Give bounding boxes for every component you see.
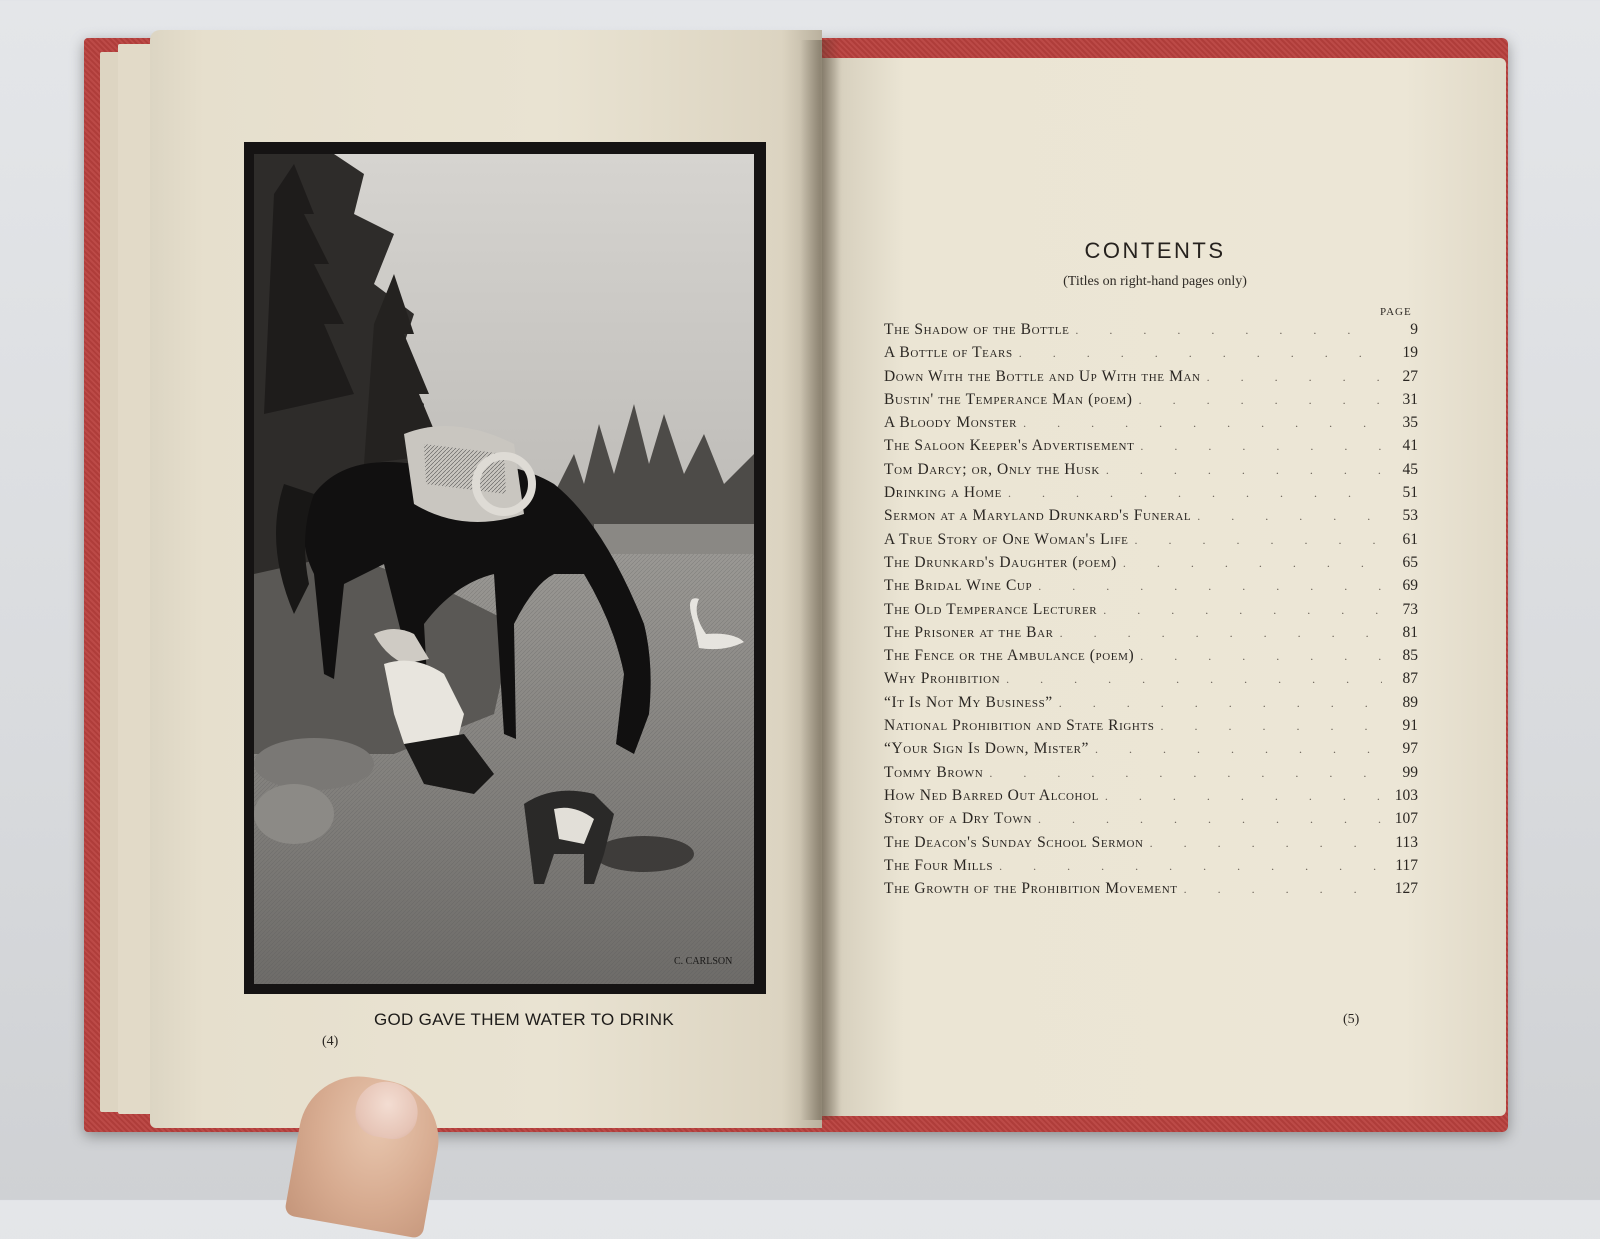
toc-entry-page: 65: [1402, 553, 1418, 571]
toc-entry-title: The Four Mills: [884, 856, 994, 874]
right-page-number: (5): [1343, 1012, 1360, 1027]
left-page-number: (4): [322, 1034, 339, 1049]
toc-entry: [884, 391, 1418, 414]
toc-dot-leader: [1059, 696, 1382, 711]
page-column-label: PAGE: [1380, 306, 1412, 318]
toc-entry-page: 73: [1402, 600, 1418, 618]
table-of-contents: [884, 321, 1418, 903]
toc-entry: [884, 647, 1418, 670]
toc-entry-page: 127: [1394, 880, 1418, 898]
toc-entry: [884, 554, 1418, 577]
toc-entry-title: Tommy Brown: [884, 763, 984, 781]
toc-entry-title: The Drunkard's Daughter (poem): [884, 553, 1117, 571]
toc-entry-title: Story of a Dry Town: [884, 810, 1032, 828]
toc-dot-leader: [1135, 533, 1383, 548]
toc-entry-page: 19: [1402, 344, 1418, 362]
toc-entry-page: 85: [1402, 647, 1418, 665]
toc-entry-title: Drinking a Home: [884, 484, 1002, 502]
toc-dot-leader: [1184, 882, 1382, 897]
toc-entry: [884, 694, 1418, 717]
toc-entry-page: 41: [1402, 437, 1418, 455]
toc-dot-leader: [1105, 789, 1382, 804]
illustration-image: [254, 154, 754, 984]
toc-dot-leader: [1060, 626, 1382, 641]
toc-entry-page: 91: [1402, 717, 1418, 735]
toc-entry: [884, 624, 1418, 647]
toc-dot-leader: [1019, 346, 1382, 361]
toc-entry-page: 45: [1402, 460, 1418, 478]
toc-entry: [884, 717, 1418, 740]
toc-entry-title: Tom Darcy; or, Only the Husk: [884, 460, 1100, 478]
horse-drinking-illustration: [254, 154, 754, 984]
toc-entry-page: 61: [1402, 530, 1418, 548]
toc-dot-leader: [1139, 393, 1382, 408]
toc-dot-leader: [1038, 579, 1382, 594]
toc-entry-page: 9: [1410, 321, 1418, 338]
toc-entry-page: 53: [1402, 507, 1418, 525]
toc-entry-page: 103: [1394, 786, 1418, 804]
artist-signature: C. CARLSON: [674, 956, 733, 967]
toc-entry: [884, 531, 1418, 554]
toc-entry-title: The Shadow of the Bottle: [884, 321, 1070, 338]
contents-subtitle: (Titles on right-hand pages only): [1063, 274, 1247, 289]
toc-entry-title: A Bottle of Tears: [884, 344, 1013, 362]
toc-dot-leader: [1006, 672, 1382, 687]
toc-dot-leader: [1123, 556, 1382, 571]
toc-entry: [884, 880, 1418, 903]
illustration-caption: GOD GAVE THEM WATER TO DRINK: [374, 1010, 674, 1029]
toc-entry-title: The Prisoner at the Bar: [884, 623, 1054, 641]
toc-entry-page: 35: [1402, 414, 1418, 432]
illustration-plate: [244, 142, 766, 994]
toc-entry-title: How Ned Barred Out Alcohol: [884, 786, 1099, 804]
toc-entry: [884, 670, 1418, 693]
toc-entry-title: The Deacon's Sunday School Sermon: [884, 833, 1144, 851]
toc-entry-title: “It Is Not My Business”: [884, 693, 1053, 711]
toc-entry: [884, 740, 1418, 763]
toc-entry-page: 99: [1402, 763, 1418, 781]
toc-entry-page: 31: [1402, 390, 1418, 408]
toc-entry-title: The Growth of the Prohibition Movement: [884, 880, 1178, 898]
toc-entry: [884, 577, 1418, 600]
toc-entry-title: Down With the Bottle and Up With the Man: [884, 367, 1201, 385]
toc-entry-title: Bustin' the Temperance Man (poem): [884, 390, 1133, 408]
toc-dot-leader: [1140, 649, 1382, 664]
toc-dot-leader: [999, 859, 1382, 874]
toc-entry: [884, 368, 1418, 391]
toc-entry: [884, 344, 1418, 367]
toc-entry-page: 27: [1402, 367, 1418, 385]
toc-entry-page: 107: [1394, 810, 1418, 828]
contents-title: CONTENTS: [1084, 238, 1226, 263]
toc-dot-leader: [1140, 439, 1382, 454]
toc-entry-title: The Fence or the Ambulance (poem): [884, 647, 1135, 665]
toc-entry: [884, 810, 1418, 833]
toc-entry: [884, 787, 1418, 810]
toc-entry-title: The Old Temperance Lecturer: [884, 600, 1098, 618]
toc-dot-leader: [1106, 463, 1382, 478]
toc-entry-title: “Your Sign Is Down, Mister”: [884, 740, 1090, 758]
toc-entry: [884, 764, 1418, 787]
gutter-shadow: [800, 40, 840, 1120]
toc-entry-page: 51: [1402, 484, 1418, 502]
toc-entry-page: 97: [1402, 740, 1418, 758]
toc-entry-title: The Saloon Keeper's Advertisement: [884, 437, 1135, 455]
toc-dot-leader: [1075, 323, 1382, 338]
toc-dot-leader: [1095, 742, 1382, 757]
toc-entry-page: 69: [1402, 577, 1418, 595]
toc-dot-leader: [1023, 416, 1382, 431]
toc-entry-page: 113: [1395, 833, 1418, 851]
toc-dot-leader: [1197, 509, 1382, 524]
toc-dot-leader: [1008, 486, 1382, 501]
toc-entry-page: 87: [1402, 670, 1418, 688]
toc-entry: [884, 437, 1418, 460]
toc-entry-title: Why Prohibition: [884, 670, 1001, 688]
toc-entry: [884, 414, 1418, 437]
toc-entry: [884, 461, 1418, 484]
toc-dot-leader: [1207, 370, 1382, 385]
toc-entry: [884, 601, 1418, 624]
toc-entry-title: A Bloody Monster: [884, 414, 1018, 432]
toc-dot-leader: [1150, 836, 1382, 851]
toc-dot-leader: [1038, 812, 1382, 827]
toc-entry: [884, 857, 1418, 880]
toc-dot-leader: [1161, 719, 1382, 734]
toc-entry-page: 117: [1395, 856, 1418, 874]
toc-entry-page: 81: [1402, 623, 1418, 641]
toc-entry-title: The Bridal Wine Cup: [884, 577, 1033, 595]
toc-entry: [884, 321, 1418, 344]
toc-entry: [884, 507, 1418, 530]
toc-entry-title: National Prohibition and State Rights: [884, 717, 1155, 735]
toc-entry-title: Sermon at a Maryland Drunkard's Funeral: [884, 507, 1192, 525]
toc-entry-title: A True Story of One Woman's Life: [884, 530, 1129, 548]
toc-dot-leader: [1103, 603, 1382, 618]
toc-entry: [884, 484, 1418, 507]
toc-entry: [884, 834, 1418, 857]
toc-dot-leader: [989, 766, 1382, 781]
toc-entry-page: 89: [1402, 693, 1418, 711]
